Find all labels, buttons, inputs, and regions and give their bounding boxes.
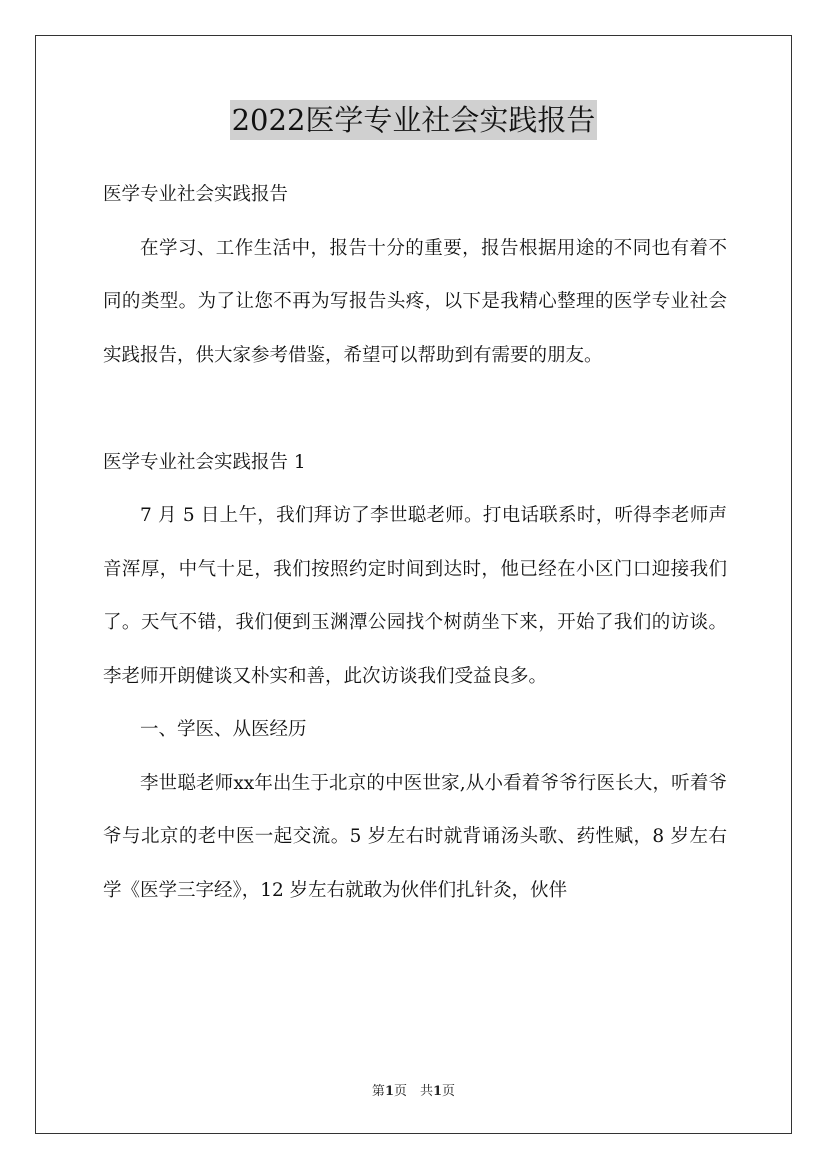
subsection-heading: 一、学医、从医经历: [140, 719, 307, 740]
body-paragraph: 7 月 5 日上午，我们拜访了李世聪老师。打电话联系时，听得李老师声音浑厚，中气十足，我们按照约定时间到达时，他已经在小区门口迎接我们了。天气不错，我们便到玉渊潭公园找个树荫坐下来，开始了我们的访谈。李老师开朗健谈又朴实和善，此次访谈我们受益良多。: [103, 505, 727, 687]
footer-mid: 页 共: [393, 1084, 433, 1099]
footer-prefix: 第: [371, 1084, 385, 1099]
footer-page-current: 1: [384, 1084, 394, 1099]
footer-suffix: 页: [442, 1084, 456, 1099]
intro-paragraph: 在学习、工作生活中，报告十分的重要，报告根据用途的不同也有着不同的类型。为了让您不再为写报告头疼，以下是我精心整理的医学专业社会实践报告，供大家参考借鉴，希望可以帮助到有需要的朋友。: [103, 237, 727, 366]
title-container: [0, 100, 827, 140]
page-footer: [0, 1082, 827, 1102]
body-paragraph: 李世聪老师xx年出生于北京的中医世家,从小看着爷爷行医长大，听着爷爷与北京的老中医一起交流。5 岁左右时就背诵汤头歌、药性赋，8 岁左右学《医学三字经》，12 岁左右就敢为伙伴们扎针灸，伙伴: [103, 772, 727, 901]
subtitle-paragraph: 医学专业社会实践报告: [103, 184, 289, 205]
document-title: 2022医学专业社会实践报告: [230, 100, 598, 140]
paragraph-gap: [103, 382, 727, 436]
document-body: [103, 168, 727, 917]
footer-page-total: 1: [433, 1084, 443, 1099]
section-heading: 医学专业社会实践报告 1: [103, 451, 306, 473]
